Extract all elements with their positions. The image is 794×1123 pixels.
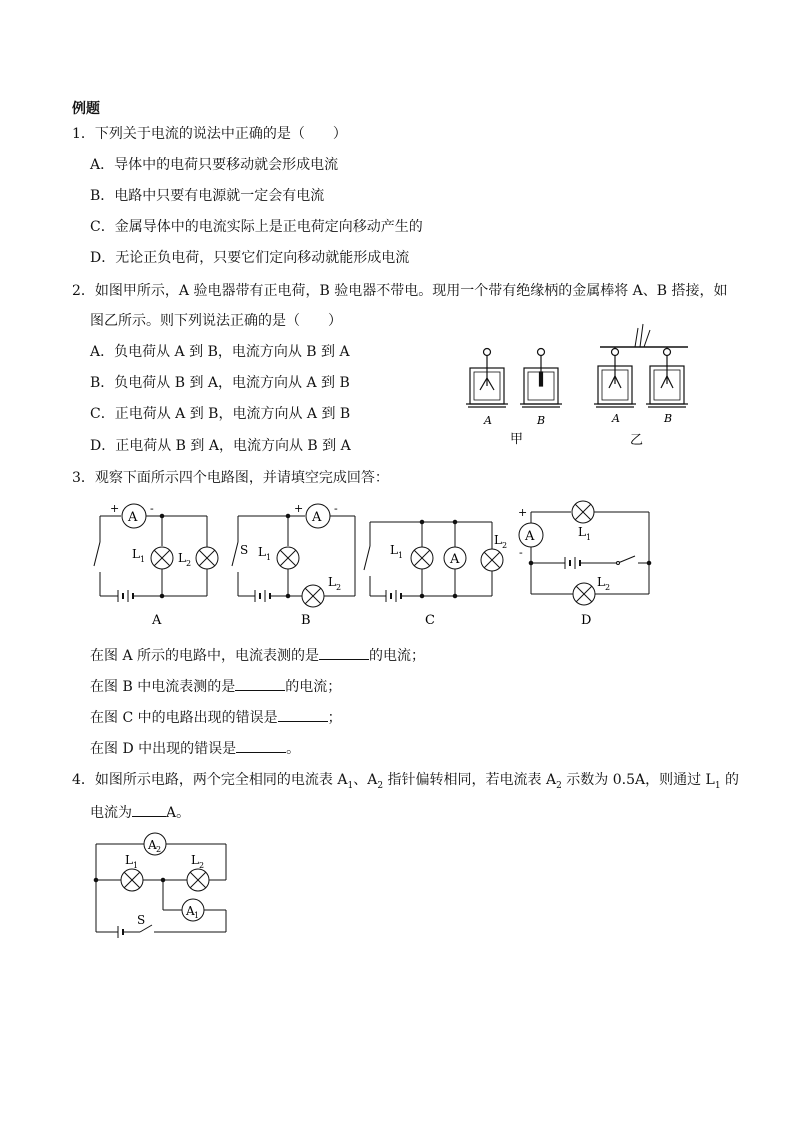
section-title: 例题: [72, 101, 100, 117]
q4-sub-l1: 1: [714, 780, 721, 791]
caption-jia: 甲: [510, 432, 524, 447]
circuit-d-ammeter-label: A: [525, 529, 535, 544]
q1-option-a: A．导体中的电荷只要移动就会形成电流: [90, 157, 339, 173]
q4-stem-part4: 示数为 0.5A，则通过 L: [561, 772, 715, 788]
circuit-c-ammeter-label: A: [450, 552, 460, 567]
q3-blank-a[interactable]: [319, 645, 369, 660]
q4-line2-pre: 电流为: [90, 805, 132, 821]
q2-stem-line1: 2．如图甲所示，A 验电器带有正电荷，B 验电器不带电。现用一个带有绝缘柄的金属棒将 A、B 搭接，如: [72, 283, 728, 299]
q4-l2-label: L: [191, 853, 199, 867]
q4-sub-a2b: 2: [556, 780, 562, 791]
q2-stem-line2: 图乙所示。则下列说法正确的是（ ）: [90, 313, 342, 329]
circuit-b-switch-label: S: [240, 543, 249, 557]
circuit-a: [94, 504, 218, 602]
q4-a2-label: A: [148, 838, 157, 852]
q3-fill-a-post: 的电流；: [369, 648, 426, 664]
q4-blank[interactable]: [132, 802, 166, 817]
insulating-handle: [635, 324, 650, 347]
q4-l1-label: L: [125, 853, 133, 867]
circuit-b-minus: -: [334, 502, 338, 515]
q4-stem-part3: 指针偏转相同，若电流表 A: [383, 772, 557, 788]
circuit-d-l2-sub: 2: [605, 583, 611, 592]
q4-l2-sub: 2: [199, 861, 205, 870]
q4-line2-post: A。: [166, 805, 191, 821]
q3-blank-b[interactable]: [235, 676, 285, 691]
electroscope-a-jia: [466, 349, 508, 408]
q2-option-a: A．负电荷从 A 到 B，电流方向从 B 到 A: [90, 344, 350, 360]
circuit-a-l1-label: L: [132, 547, 140, 561]
q3-fill-c: [90, 707, 342, 727]
circuit-b-caption: B: [301, 613, 311, 628]
circuit-d-minus: -: [519, 546, 523, 559]
circuit-d-plus: +: [518, 506, 528, 519]
q4-stem-part1: 4．如图所示电路，两个完全相同的电流表 A: [72, 772, 348, 788]
circuit-c-l1-sub: 1: [398, 551, 404, 560]
circuit-a-plus: +: [110, 502, 120, 515]
label-a-yi: A: [612, 412, 620, 425]
circuit-a-l2-sub: 2: [186, 559, 192, 568]
circuit-d-l1-sub: 1: [586, 533, 592, 542]
q1-option-c: C．金属导体中的电流实际上是正电荷定向移动产生的: [90, 219, 423, 235]
q3-fill-c-post: ；: [327, 710, 342, 726]
q3-fill-d-pre: 在图 D 中出现的错误是: [90, 741, 237, 757]
circuit-c-l1-label: L: [390, 543, 398, 557]
q3-fill-b: [90, 676, 341, 696]
circuit-d-caption: D: [581, 613, 592, 628]
circuit-a-l2-label: L: [178, 551, 186, 565]
label-a-jia: A: [484, 414, 492, 427]
electroscope-b-yi: [646, 347, 688, 407]
circuit-a-l1-sub: 1: [140, 555, 146, 564]
caption-yi: 乙: [630, 433, 644, 448]
q4-stem: [72, 771, 739, 795]
q3-fill-b-post: 的电流；: [285, 679, 342, 695]
circuit-a-ammeter-label: A: [128, 510, 138, 525]
circuit-d: [519, 501, 651, 605]
label-b-jia: B: [537, 414, 546, 427]
circuit-b-plus: +: [294, 502, 304, 515]
q2-option-c: C．正电荷从 A 到 B，电流方向从 A 到 B: [90, 406, 351, 422]
q4-stem-part2: 、A: [353, 772, 378, 788]
circuit-b-l1-sub: 1: [266, 553, 272, 562]
q4-sub-a2: 2: [377, 780, 384, 791]
q1-stem: 1．下列关于电流的说法中正确的是（ ）: [72, 126, 347, 142]
circuit-b-ammeter-label: A: [312, 510, 322, 525]
q4-a1-label: A: [186, 904, 195, 918]
q4-stem-part5: 的: [720, 772, 740, 788]
circuit-d-l2-label: L: [597, 575, 605, 589]
electroscope-a-yi: [594, 347, 636, 407]
q4-sub-a1: 1: [347, 780, 354, 791]
q4-switch-label: S: [137, 913, 146, 927]
q1-option-b: B．电路中只要有电源就一定会有电流: [90, 188, 325, 204]
circuit-c-l2-sub: 2: [502, 541, 508, 550]
electroscope-figure: [460, 316, 710, 450]
circuit-c-caption: C: [425, 613, 435, 628]
label-b-yi: B: [664, 412, 673, 425]
q3-stem: 3．观察下面所示四个电路图，并请填空完成回答：: [72, 470, 389, 486]
q3-fill-a-pre: 在图 A 所示的电路中，电流表测的是: [90, 648, 320, 664]
q1-option-d: D．无论正负电荷，只要它们定向移动就能形成电流: [90, 250, 410, 266]
circuit-b-l2-sub: 2: [336, 583, 342, 592]
q3-blank-c[interactable]: [278, 707, 328, 722]
q4-circuit-figure: [88, 828, 238, 940]
q3-fill-a: [90, 645, 425, 665]
circuit-a-minus: -: [150, 502, 154, 515]
circuit-a-caption: A: [152, 613, 162, 628]
circuit-c: [364, 520, 503, 602]
q4-a2-sub: 2: [156, 845, 162, 854]
circuit-b-l2-label: L: [328, 575, 336, 589]
electroscope-b-jia: [520, 349, 562, 408]
q2-option-b: B．负电荷从 B 到 A，电流方向从 A 到 B: [90, 375, 350, 391]
q3-fill-d-post: 。: [286, 741, 301, 757]
q4-l1-sub: 1: [133, 861, 139, 870]
q3-fill-c-pre: 在图 C 中的电路出现的错误是: [90, 710, 278, 726]
q2-option-d: D．正电荷从 B 到 A，电流方向从 B 到 A: [90, 438, 351, 454]
q3-blank-d[interactable]: [236, 738, 286, 753]
circuit-figures: [80, 496, 680, 632]
q3-fill-b-pre: 在图 B 中电流表测的是: [90, 679, 236, 695]
q4-a1-sub: 1: [194, 911, 200, 920]
circuit-b-l1-label: L: [258, 545, 266, 559]
circuit-c-l2-label: L: [494, 533, 502, 547]
q3-fill-d: [90, 738, 300, 758]
circuit-d-l1-label: L: [578, 525, 586, 539]
q4-line2: [90, 802, 190, 822]
